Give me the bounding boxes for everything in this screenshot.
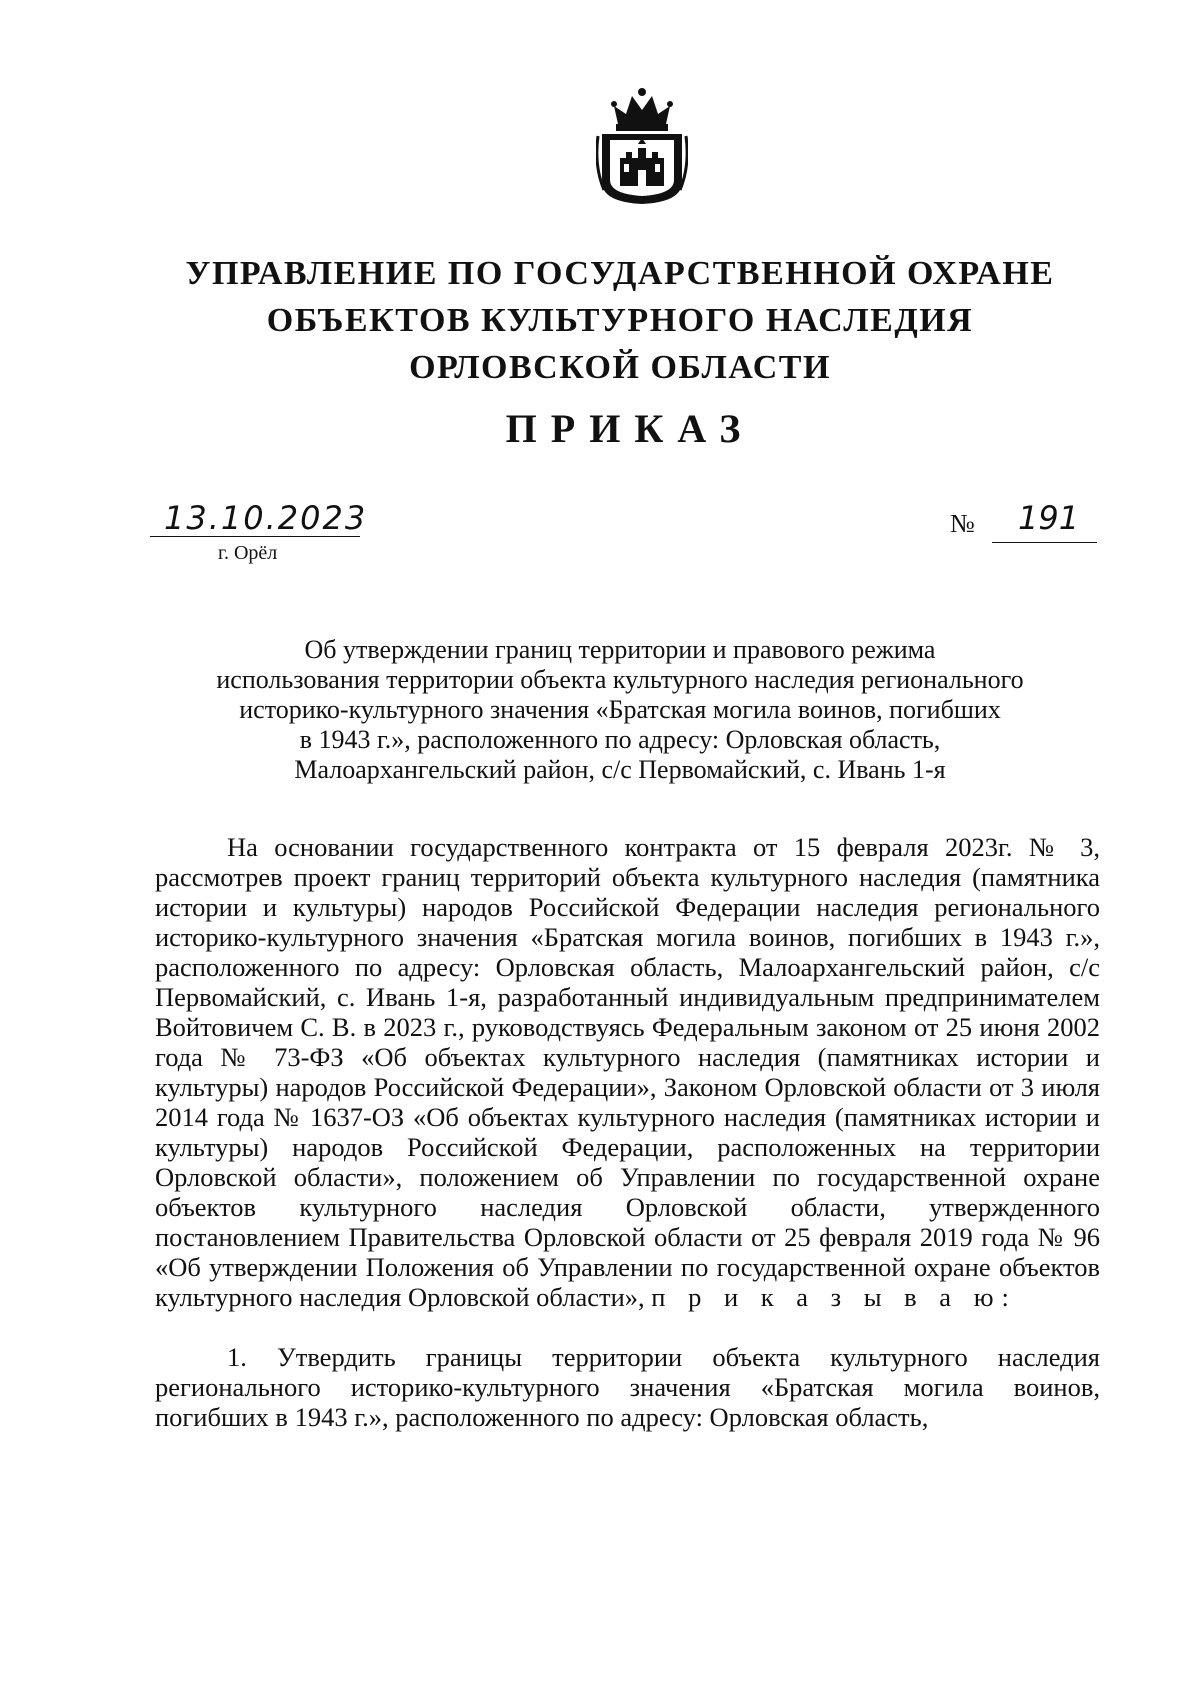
order-number: 191 (1018, 499, 1080, 537)
subject-line-3: историко-культурного значения «Братская могила воинов, погибших (239, 695, 1001, 724)
order-word: п р и к а з ы в а ю: (651, 1282, 1017, 1312)
org-line-2: ОБЪЕКТОВ КУЛЬТУРНОГО НАСЛЕДИЯ (266, 302, 974, 339)
order-date: 13.10.2023 (164, 499, 368, 537)
order-subject (170, 635, 1070, 785)
document-type-title: ПРИКАЗ (505, 406, 755, 451)
organization-name (160, 250, 1080, 391)
subject-line-1: Об утверждении границ территории и правового режима (304, 635, 936, 664)
subject-line-4: в 1943 г.», расположенного по адресу: Орловская область, (299, 725, 941, 754)
coat-of-arms-icon (596, 86, 688, 206)
number-sign: № (950, 509, 975, 538)
org-line-1: УПРАВЛЕНИЕ ПО ГОСУДАРСТВЕННОЙ ОХРАНЕ (185, 255, 1055, 292)
subject-line-2: использования территории объекта культурного наследия регионального (216, 665, 1024, 694)
order-city: г. Орёл (218, 542, 278, 564)
subject-line-5: Малоархангельский район, с/с Первомайский, с. Ивань 1-я (294, 755, 946, 784)
org-line-3: ОРЛОВСКОЙ ОБЛАСТИ (409, 349, 831, 386)
item-1-paragraph: 1. Утвердить границы территории объекта культурного наследия регионального историко-культурного значения «Братская могила воинов, погибших в 1943 г.», расположенного по адресу: Орловская область, (155, 1342, 1100, 1432)
number-underline (992, 542, 1097, 543)
order-number-block (950, 499, 1100, 545)
order-date-block (150, 499, 368, 564)
preamble-paragraph (155, 832, 1100, 1312)
order-body (155, 832, 1100, 1432)
preamble-text: На основании государственного контракта от 15 февраля 2023г. № 3, рассмотрев проект границ территорий объекта культурного наследия (памятника истории и культуры) народов Российской Федерации наследия регионального историко-культурного значения «Братская могила воинов, погибших в 1943 г.», расположенного по адресу: Орловская область, Малоархангельский район, с/с Первомайский, с. Ивань 1-я, разработанный индивидуальным предпринимателем Войтовичем С. В. в 2023 г., руководствуясь Федеральным законом от 25 июня 2002 года № 73-ФЗ «Об объектах культурного наследия (памятниках истории и культуры) народов Российской Федерации», Законом Орловской области от 3 июля 2014 года № 1637-ОЗ «Об объектах культурного наследия (памятниках истории и культуры) народов Российской Федерации, расположенных на территории Орловской области», положением об Управлении по государственной охране объектов культурного наследия Орловской области, утвержденного постановлением Правительства Орловской области от 25 февраля 2019 года № 96 «Об утверждении Положения об Управлении по государственной охране объектов культурного наследия Орловской области», (155, 832, 1100, 1312)
